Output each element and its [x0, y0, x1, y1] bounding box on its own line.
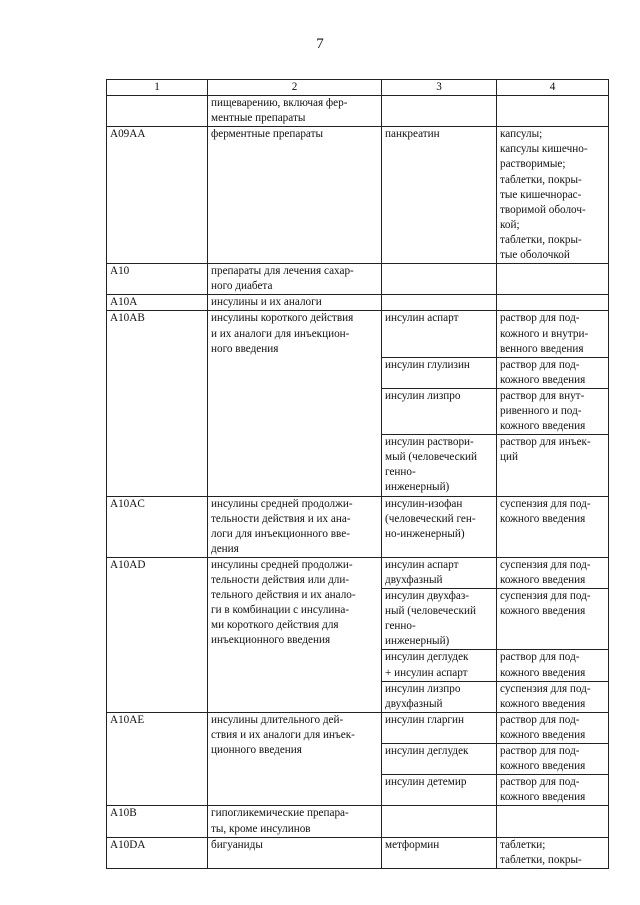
drug-group-cell: [208, 311, 382, 496]
table-row: [107, 295, 609, 311]
dosage-form-cell-line: таблетки;: [500, 838, 546, 851]
drug-group-cell-line: ментные препараты: [211, 112, 306, 125]
drug-group-cell-line: ствия и их аналоги для инъек-: [211, 728, 355, 741]
drug-name-cell-line: двухфазный: [385, 574, 443, 586]
atc-code-cell: [107, 557, 208, 712]
atc-code-cell-line: A10AC: [110, 497, 145, 510]
atc-code-cell: [107, 264, 208, 295]
atc-code-cell: [107, 712, 208, 806]
dosage-form-cell-line: капсулы кишечно-: [500, 143, 588, 156]
drug-name-cell: [382, 295, 497, 311]
dosage-form-cell-line: кожного введения: [500, 697, 586, 710]
dosage-form-cell: [497, 357, 609, 388]
table-row: [107, 712, 609, 743]
atc-code-cell: [107, 496, 208, 557]
atc-code-cell-line: A10AD: [110, 558, 146, 571]
dosage-form-cell: [497, 806, 609, 837]
drug-name-cell-line: инсулин деглудек: [385, 745, 469, 758]
dosage-form-cell-line: раствор для инъек-: [500, 436, 591, 449]
dosage-form-cell: [497, 127, 609, 264]
drug-group-cell-line: ционного введения: [211, 744, 302, 757]
table-row: [107, 264, 609, 295]
dosage-form-cell-line: раствор для под-: [500, 651, 580, 664]
dosage-form-cell-line: венного введения: [500, 342, 584, 355]
dosage-form-cell-line: кожного введения: [500, 574, 586, 586]
drug-name-cell: [382, 264, 497, 295]
dosage-form-cell-line: суспензия для под-: [500, 590, 591, 603]
drug-name-cell: [382, 589, 497, 650]
dosage-form-cell: [497, 589, 609, 650]
drug-name-cell-line: инсулин раствори-: [385, 436, 474, 449]
table-row: [107, 96, 609, 127]
dosage-form-cell-line: растворимые;: [500, 158, 566, 171]
drug-name-cell-line: генно-: [385, 466, 416, 479]
atc-code-cell-line: A10A: [110, 296, 138, 309]
atc-code-cell: [107, 806, 208, 837]
dosage-form-cell-line: раствор для под-: [500, 312, 580, 325]
dosage-form-cell-line: раствор для под-: [500, 358, 580, 371]
atc-code-cell: [107, 311, 208, 496]
drug-group-cell-line: ты, кроме инсулинов: [211, 822, 311, 835]
dosage-form-cell-line: капсулы;: [500, 128, 543, 141]
dosage-form-cell-line: тые кишечнорас-: [500, 188, 582, 201]
dosage-form-cell: [497, 311, 609, 357]
drug-name-cell-line: генно-: [385, 620, 416, 633]
drug-name-cell-line: инсулин лизпро: [385, 389, 461, 402]
dosage-form-cell: [497, 264, 609, 295]
dosage-form-cell-line: творимой оболоч-: [500, 203, 586, 216]
drug-name-cell: [382, 96, 497, 127]
table-row: [107, 837, 609, 868]
dosage-form-cell: [497, 435, 609, 496]
drug-group-cell: [208, 496, 382, 557]
atc-code-cell: [107, 127, 208, 264]
drug-name-cell: [382, 837, 497, 868]
drug-group-cell-line: ми короткого действия для: [211, 619, 339, 632]
atc-code-cell: [107, 96, 208, 127]
drug-group-cell-line: инсулины короткого действия: [211, 312, 354, 325]
table-row: [107, 496, 609, 557]
atc-code-cell: [107, 295, 208, 311]
dosage-form-cell: [497, 775, 609, 806]
column-header-1: 1: [107, 80, 208, 96]
table-body: [107, 96, 609, 869]
column-header-2: 2: [208, 80, 382, 96]
drug-group-cell: [208, 806, 382, 837]
drug-group-cell-line: гипогликемические препара-: [211, 807, 349, 820]
dosage-form-cell-line: кожного и внутри-: [500, 327, 589, 340]
drug-group-cell-line: ного введения: [211, 342, 279, 355]
dosage-form-cell-line: ций: [500, 451, 518, 464]
drug-name-cell-line: инсулин гларгин: [385, 713, 464, 726]
drug-name-cell-line: инсулин аспарт: [385, 312, 459, 325]
drug-name-cell: [382, 311, 497, 357]
dosage-form-cell: [497, 650, 609, 681]
drug-name-cell-line: но-инженерный): [385, 527, 465, 540]
drug-name-cell-line: инсулин аспарт: [385, 558, 459, 571]
dosage-form-cell-line: суспензия для под-: [500, 682, 591, 695]
dosage-form-cell-line: таблетки, покры-: [500, 173, 582, 186]
dosage-form-cell-line: суспензия для под-: [500, 497, 591, 510]
drug-group-cell-line: ферментные препараты: [211, 128, 324, 141]
table-row: [107, 557, 609, 588]
dosage-form-cell-line: кожного введения: [500, 791, 586, 804]
drug-name-cell-line: инженерный): [385, 635, 450, 648]
drug-group-cell-line: логи для инъекционного вве-: [211, 527, 350, 540]
drug-group-cell-line: тельности действия и их ана-: [211, 512, 351, 525]
drug-group-cell-line: инсулины средней продолжи-: [211, 497, 353, 510]
dosage-form-cell: [497, 712, 609, 743]
drug-group-cell-line: препараты для лечения сахар-: [211, 265, 354, 278]
drug-name-cell: [382, 388, 497, 434]
drug-group-cell: [208, 837, 382, 868]
drug-group-cell-line: и их аналоги для инъекцион-: [211, 327, 350, 340]
drug-name-cell: [382, 775, 497, 806]
table-row: [107, 806, 609, 837]
drug-group-cell-line: ги в комбинации с инсулина-: [211, 604, 350, 617]
drug-name-cell-line: инсулин лизпро: [385, 682, 461, 695]
drug-group-cell-line: инсулины длительного дей-: [211, 713, 344, 726]
atc-code-cell: [107, 837, 208, 868]
dosage-form-cell: [497, 295, 609, 311]
drug-name-cell-line: + инсулин аспарт: [385, 666, 468, 679]
drug-group-cell-line: бигуаниды: [211, 838, 263, 851]
dosage-form-cell-line: кожного введения: [500, 420, 586, 433]
drug-name-cell-line: инженерный): [385, 481, 450, 494]
dosage-form-cell-line: раствор для под-: [500, 745, 580, 758]
dosage-form-cell-line: кожного введения: [500, 373, 586, 386]
drug-group-cell-line: тельности действия или дли-: [211, 574, 350, 586]
column-header-3: 3: [382, 80, 497, 96]
dosage-form-cell-line: ривенного и под-: [500, 404, 582, 417]
drug-name-cell-line: метформин: [385, 838, 440, 851]
drug-register-table: [106, 79, 609, 869]
drug-name-cell: [382, 806, 497, 837]
drug-group-cell-line: дения: [211, 542, 239, 555]
dosage-form-cell-line: кожного введения: [500, 512, 586, 525]
atc-code-cell-line: A09AA: [110, 128, 146, 141]
drug-name-cell: [382, 357, 497, 388]
drug-name-cell-line: двухфазный: [385, 697, 443, 710]
dosage-form-cell: [497, 681, 609, 712]
dosage-form-cell-line: таблетки, покры-: [500, 233, 582, 246]
drug-group-cell: [208, 127, 382, 264]
dosage-form-cell-line: кожного введения: [500, 605, 586, 618]
drug-name-cell-line: панкреатин: [385, 128, 440, 141]
dosage-form-cell-line: тые оболочкой: [500, 249, 570, 262]
dosage-form-cell: [497, 744, 609, 775]
drug-name-cell: [382, 744, 497, 775]
dosage-form-cell-line: раствор для под-: [500, 776, 580, 789]
drug-group-cell: [208, 96, 382, 127]
drug-group-cell: [208, 557, 382, 712]
atc-code-cell-line: A10AB: [110, 312, 145, 325]
atc-code-cell-line: A10B: [110, 807, 137, 820]
dosage-form-cell-line: кожного введения: [500, 666, 586, 679]
dosage-form-cell: [497, 96, 609, 127]
drug-name-cell: [382, 557, 497, 588]
drug-name-cell: [382, 127, 497, 264]
column-header-4: 4: [497, 80, 609, 96]
drug-group-cell-line: инсулины и их аналоги: [211, 296, 322, 309]
atc-code-cell-line: A10AE: [110, 713, 145, 726]
atc-code-cell-line: A10DA: [110, 838, 146, 851]
drug-group-cell: [208, 712, 382, 806]
table-row: [107, 311, 609, 357]
dosage-form-cell-line: кой;: [500, 218, 520, 231]
drug-group-cell: [208, 295, 382, 311]
atc-code-cell-line: A10: [110, 265, 130, 278]
drug-name-cell: [382, 650, 497, 681]
dosage-form-cell: [497, 496, 609, 557]
dosage-form-cell-line: суспензия для под-: [500, 558, 591, 571]
dosage-form-cell-line: кожного введения: [500, 760, 586, 773]
drug-group-cell-line: пищеварению, включая фер-: [211, 97, 348, 110]
drug-name-cell-line: инсулин-изофан: [385, 497, 463, 510]
drug-name-cell: [382, 496, 497, 557]
table-row: [107, 127, 609, 264]
dosage-form-cell-line: кожного введения: [500, 728, 586, 741]
drug-group-cell: [208, 264, 382, 295]
drug-name-cell-line: мый (человеческий: [385, 451, 478, 464]
page-number: 7: [316, 36, 324, 52]
drug-name-cell: [382, 435, 497, 496]
dosage-form-cell: [497, 557, 609, 588]
drug-name-cell-line: инсулин детемир: [385, 776, 467, 789]
column-number-row: [107, 80, 609, 96]
dosage-form-cell: [497, 388, 609, 434]
drug-name-cell-line: ный (человеческий: [385, 605, 476, 618]
dosage-form-cell-line: раствор для под-: [500, 713, 580, 726]
dosage-form-cell-line: раствор для внут-: [500, 389, 585, 402]
drug-name-cell-line: инсулин глулизин: [385, 358, 470, 371]
drug-group-cell-line: инъекционного введения: [211, 634, 331, 647]
drug-name-cell-line: инсулин деглудек: [385, 651, 469, 664]
dosage-form-cell: [497, 837, 609, 868]
drug-group-cell-line: инсулины средней продолжи-: [211, 558, 353, 571]
drug-name-cell: [382, 681, 497, 712]
drug-group-cell-line: тельного действия и их анало-: [211, 589, 356, 602]
drug-name-cell-line: (человеческий ген-: [385, 512, 476, 525]
drug-name-cell-line: инсулин двухфаз-: [385, 590, 469, 603]
drug-group-cell-line: ного диабета: [211, 280, 273, 293]
dosage-form-cell-line: таблетки, покры-: [500, 853, 582, 866]
drug-name-cell: [382, 712, 497, 743]
